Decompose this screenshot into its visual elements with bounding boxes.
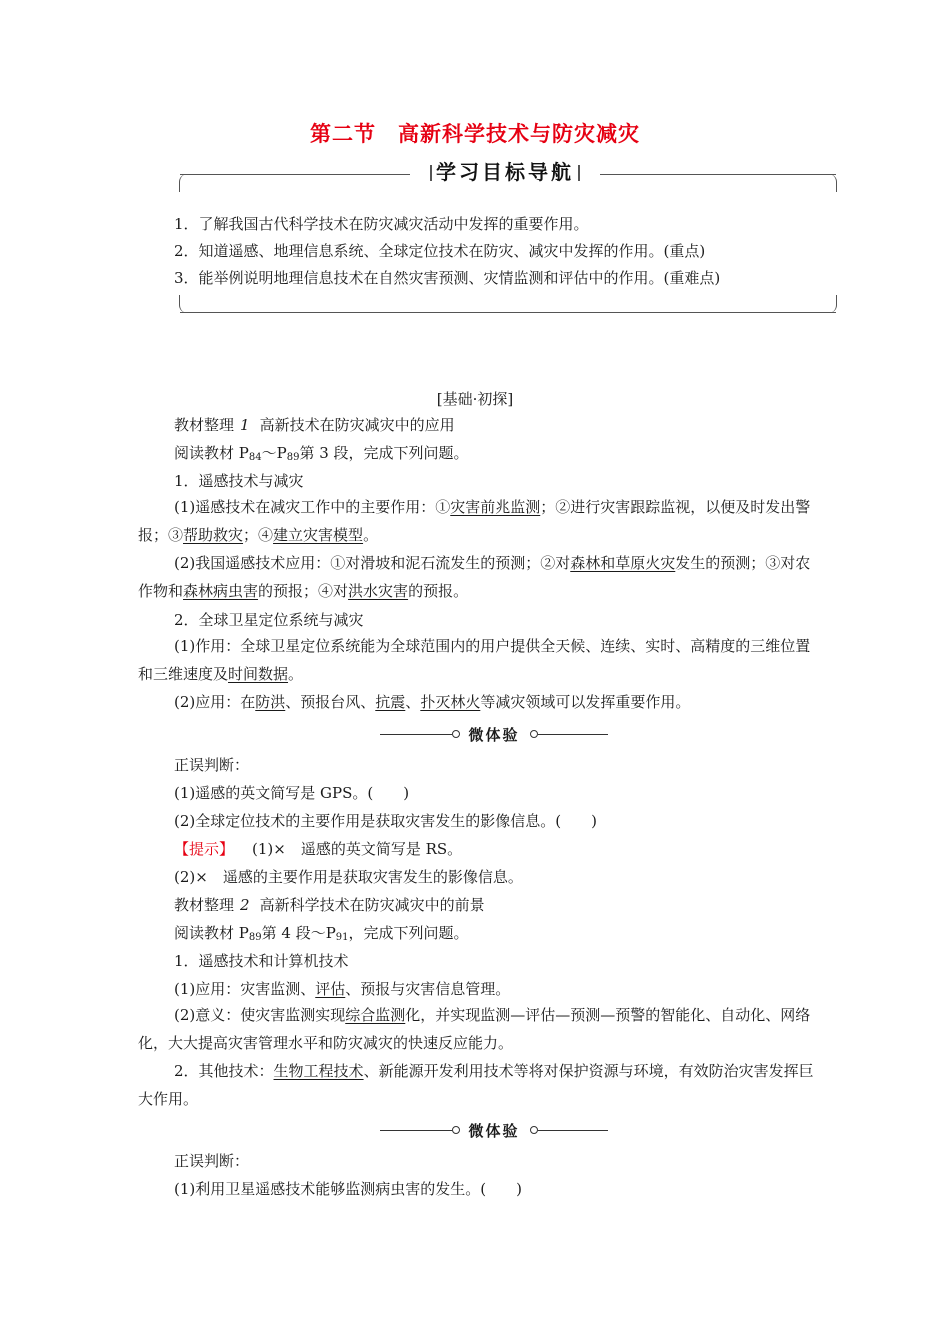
mini-experience-divider: 微体验 — [380, 1120, 608, 1142]
section-number: 第二节 — [310, 121, 376, 146]
part2-reading: 阅读教材 $P_{89}$第 4 段$\sim P_{91}$，完成下列问题。 — [174, 924, 469, 943]
page-title — [0, 118, 950, 148]
part1-paragraph-4: (2)应用：在防洪、预报台风、抗震、扑灭林火等减灾领域可以发挥重要作用。 — [174, 693, 691, 711]
hint-label: 【提示】 — [174, 840, 235, 858]
part1-subheading-2: 2．全球卫星定位系统与减灾 — [174, 611, 364, 629]
section-name: 高新科学技术与防灾减灾 — [398, 121, 640, 146]
part1-reading: 阅读教材 $P_{84}\sim P_{89}$第 3 段，完成下列问题。 — [174, 444, 469, 463]
part2-paragraph-1: (1)应用：灾害监测、评估、预报与灾害信息管理。 — [174, 980, 511, 998]
objective-item: 2．知道遥感、地理信息系统、全球定位技术在防灾、减灾中发挥的作用。(重点) — [174, 242, 706, 260]
mini1-hint: 【提示】 (1)× 遥感的英文简写是 RS。 — [174, 840, 463, 858]
part2-paragraph-2: (2)意义：使灾害监测实现综合监测化，并实现监测—评估—预测—预警的智能化、自动化、网络化，大大提高灾害管理水平和防灾减灾的快速反应能力。 — [138, 1006, 811, 1052]
objectives-heading: 学习目标导航 — [410, 157, 600, 187]
part1-paragraph-1: (1)遥感技术在减灾工作中的主要作用：①灾害前兆监测；②进行灾害跟踪监视，以便及时发出警报；③帮助救灾；④建立灾害模型。 — [138, 498, 811, 544]
part1-heading: 教材整理 1 高新技术在防灾减灾中的应用 — [174, 416, 455, 434]
part1-paragraph-2: (2)我国遥感技术应用：①对滑坡和泥石流发生的预测；②对森林和草原火灾发生的预测；③对农作物和森林病虫害的预报；④对洪水灾害的预报。 — [138, 554, 811, 600]
objective-item: 1．了解我国古代科学技术在防灾减灾活动中发挥的重要作用。 — [174, 215, 589, 233]
mini1-question-2: (2)全球定位技术的主要作用是获取灾害发生的影像信息。( ) — [174, 812, 597, 830]
mini2-question-1: (1)利用卫星遥感技术能够监测病虫害的发生。( ) — [174, 1180, 522, 1198]
part2-paragraph-3: 2．其他技术：生物工程技术、新能源开发利用技术等将对保护资源与环境，有效防治灾害发挥巨大作用。 — [138, 1062, 814, 1108]
objectives-list — [174, 211, 814, 292]
mini1-intro: 正误判断： — [174, 756, 250, 774]
section-label: [基础·初探] — [436, 390, 514, 408]
mini2-intro: 正误判断： — [174, 1152, 250, 1170]
part1-paragraph-3: (1)作用：全球卫星定位系统能为全球范围内的用户提供全天候、连续、实时、高精度的三维位置和三维速度及时间数据。 — [138, 637, 811, 683]
objective-item: 3．能举例说明地理信息技术在自然灾害预测、灾情监测和评估中的作用。(重难点) — [174, 269, 721, 287]
mini-experience-divider: 微体验 — [380, 724, 608, 746]
mini1-answer-2: (2)× 遥感的主要作用是获取灾害发生的影像信息。 — [174, 868, 523, 886]
part1-subheading-1: 1．遥感技术与减灾 — [174, 472, 304, 490]
part2-subheading-1: 1．遥感技术和计算机技术 — [174, 952, 349, 970]
mini1-question-1: (1)遥感的英文简写是 GPS。( ) — [174, 784, 410, 802]
part2-heading: 教材整理 2 高新科学技术在防灾减灾中的前景 — [174, 896, 485, 914]
